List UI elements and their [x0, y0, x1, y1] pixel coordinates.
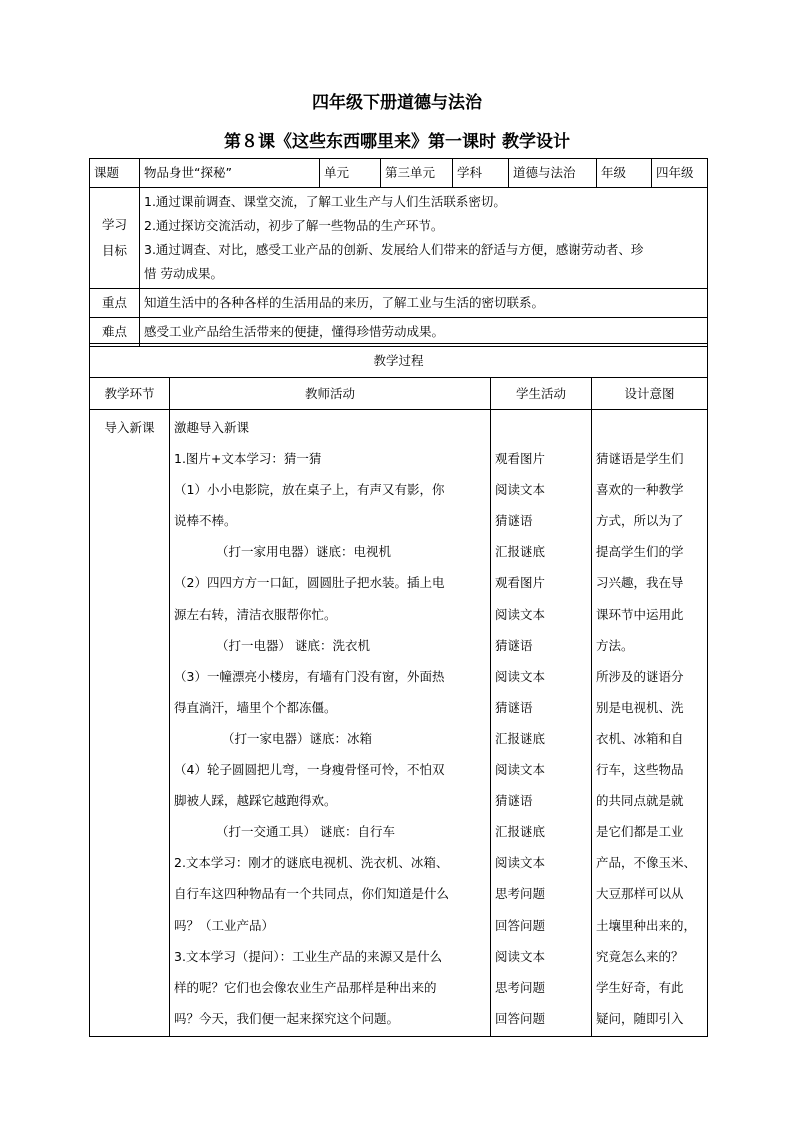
intent-line: 产品，不像玉米、 [596, 855, 697, 871]
key-point-text: 知道生活中的各种各样的生活用品的来历，了解工业与生活的密切联系。 [140, 289, 708, 318]
teacher-line: 吗？今天，我们便一起来探究这个问题。 [174, 1010, 400, 1026]
student-line: 猜谜语 [495, 699, 533, 715]
design-intent-cell [592, 410, 708, 1037]
document-title: 四年级下册道德与法治 [312, 93, 482, 113]
lesson-title: 第８课《这些东西哪里来》第一课时 教学设计 [224, 132, 570, 152]
subject-value: 道德与法治 [509, 159, 597, 188]
objectives-label [90, 188, 140, 289]
teacher-line: （1）小小电影院，放在桌子上，有声又有影，你 [174, 482, 445, 498]
unit-value: 第三单元 [381, 159, 453, 188]
student-line: 阅读文本 [495, 855, 546, 871]
student-line: 猜谜语 [495, 513, 533, 529]
intent-line: 行车，这些物品 [596, 762, 684, 778]
topic-value: 物品身世“探秘” [140, 159, 320, 188]
teacher-activity-cell [170, 410, 491, 1037]
student-line: 阅读文本 [495, 948, 546, 964]
unit-label: 单元 [320, 159, 381, 188]
intent-line: 习兴趣，我在导 [596, 575, 684, 591]
subject-label: 学科 [453, 159, 509, 188]
intent-line: 的共同点就是就 [596, 793, 684, 809]
teacher-line: （打一家电器）谜底：冰箱 [222, 730, 373, 746]
student-line: 猜谜语 [495, 637, 533, 653]
intent-line: 提高学生们的学 [596, 544, 684, 560]
teacher-line: 3.文本学习（提问）：工业生产品的来源又是什么 [174, 948, 443, 964]
col-student-header: 学生活动 [491, 378, 592, 410]
teacher-line: （打一交通工具） 谜底：自行车 [216, 824, 395, 840]
student-line: 思考问题 [495, 886, 546, 902]
teacher-line: （打一家用电器）谜底：电视机 [216, 544, 392, 560]
intent-line: 学生好奇，有此 [596, 979, 684, 995]
objective-line: 1.通过课前调查、课堂交流，了解工业生产与人们生活联系密切。 [144, 194, 506, 209]
teacher-line: （4）轮子圆圆把儿弯，一身瘦骨怪可怜，不怕双 [174, 762, 445, 778]
student-line: 汇报谜底 [495, 544, 546, 560]
topic-label: 课题 [90, 159, 140, 188]
grade-label: 年级 [597, 159, 652, 188]
intent-line: 土壤里种出来的， [596, 917, 697, 933]
objectives-text [140, 188, 708, 289]
objective-line: 惜 劳动成果。 [144, 266, 223, 281]
teacher-line: 吗？（工业产品） [174, 917, 275, 933]
intent-line: 喜欢的一种教学 [596, 482, 684, 498]
student-line: 汇报谜底 [495, 824, 546, 840]
intent-line: 衣机、冰箱和自 [596, 730, 684, 746]
teacher-line: （3）一幢漂亮小楼房，有墙有门没有窗，外面热 [174, 668, 445, 684]
intro-row [90, 410, 708, 1037]
teacher-line: 样的呢？它们也会像农业生产品那样是种出来的 [174, 979, 437, 995]
objective-line: 3.通过调查、对比，感受工业产品的创新、发展给人们带来的舒适与方便，感谢劳动者、珍 [144, 242, 644, 257]
student-line: 观看图片 [495, 575, 546, 591]
difficulty-text: 感受工业产品给生活带来的便捷，懂得珍惜劳动成果。 [140, 318, 708, 347]
intent-line: 是它们都是工业 [596, 824, 684, 840]
lesson-info-table [89, 158, 708, 347]
teacher-line: （打一电器） 谜底：洗衣机 [216, 637, 370, 653]
objective-line: 2.通过探访交流活动，初步了解一些物品的生产环节。 [144, 218, 444, 233]
intent-line: 课环节中运用此 [596, 606, 684, 622]
student-line: 阅读文本 [495, 762, 546, 778]
student-line: 阅读文本 [495, 606, 546, 622]
student-line: 阅读文本 [495, 482, 546, 498]
teacher-line: 自行车这四种物品有一个共同点，你们知道是什么 [174, 886, 450, 902]
teacher-line: 源左右转，清洁衣服帮你忙。 [174, 606, 337, 622]
column-header-row [90, 378, 708, 410]
student-line: 猜谜语 [495, 793, 533, 809]
col-stage-header: 教学环节 [90, 378, 170, 410]
intent-line: 大豆那样可以从 [596, 886, 684, 902]
process-header: 教学过程 [90, 344, 708, 378]
process-header-row [90, 344, 708, 378]
intent-line: 疑问，随即引入 [596, 1010, 684, 1026]
intent-line: 方式，所以为了 [596, 513, 684, 529]
intent-line: 究竟怎么来的？ [596, 948, 684, 964]
student-line [495, 412, 587, 443]
intent-line: 猜谜语是学生们 [596, 451, 684, 467]
student-line: 思考问题 [495, 979, 546, 995]
intent-line: 别是电视机、洗 [596, 699, 684, 715]
stage-label: 导入新课 [104, 420, 155, 435]
objectives-label-line: 目标 [101, 243, 127, 258]
teacher-line: 脚被人踩，越踩它越跑得欢。 [174, 793, 337, 809]
teacher-line: 得直淌汗，墙里个个都冻僵。 [174, 699, 337, 715]
student-activity-cell [491, 410, 592, 1037]
grade-value: 四年级 [652, 159, 708, 188]
teacher-line: （2）四四方方一口缸，圆圆肚子把水装。插上电 [174, 575, 445, 591]
teacher-line: 2.文本学习：刚才的谜底电视机、洗衣机、冰箱、 [174, 855, 449, 871]
student-line: 汇报谜底 [495, 730, 546, 746]
intent-line [596, 412, 703, 443]
objectives-label-line: 学习 [101, 217, 127, 232]
key-point-label: 重点 [90, 289, 140, 318]
student-line: 阅读文本 [495, 668, 546, 684]
teacher-line: 说棒不棒。 [174, 513, 237, 529]
teaching-process-table [89, 343, 708, 1037]
student-line: 回答问题 [495, 1010, 546, 1026]
col-intent-header: 设计意图 [592, 378, 708, 410]
teacher-line: 1.图片+文本学习：猜一猜 [174, 451, 322, 467]
difficulty-label: 难点 [90, 318, 140, 347]
key-point-row [90, 289, 708, 318]
student-line: 回答问题 [495, 917, 546, 933]
info-row [90, 159, 708, 188]
student-line: 观看图片 [495, 451, 546, 467]
stage-cell [90, 410, 170, 1037]
intent-line: 方法。 [596, 637, 634, 653]
objectives-row [90, 188, 708, 289]
teacher-line: 激趣导入新课 [174, 420, 250, 435]
intent-line: 所涉及的谜语分 [596, 668, 684, 684]
col-teacher-header: 教师活动 [170, 378, 491, 410]
